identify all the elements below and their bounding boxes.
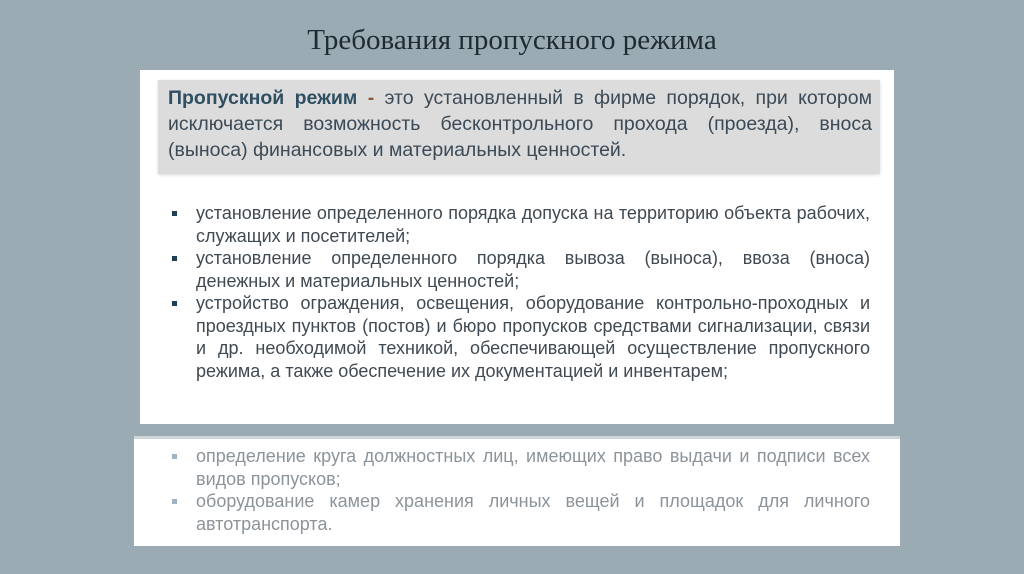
list-item-text: установление определенного порядка допуска на территорию объекта рабочих, служащих и посетителей; [196, 203, 870, 246]
list-item [170, 292, 870, 382]
definition-body: это установленный в фирме порядок, при котором исключается возможность бесконтрольного прохода (проезда), вноса (выноса) финансовых и материальных ценностей. [168, 87, 872, 161]
square-bullet-icon [172, 211, 177, 216]
continuation-card [134, 436, 900, 546]
content-card [140, 70, 894, 424]
list-item-text: оборудование камер хранения личных вещей и площадок для личного автотранспорта. [196, 491, 870, 534]
requirements-list-continued [170, 445, 870, 535]
list-item [170, 445, 870, 490]
definition-term: Пропускной режим [168, 87, 358, 109]
list-item-text: определение круга должностных лиц, имеющих право выдачи и подписи всех видов пропусков; [196, 446, 870, 489]
definition-box [158, 80, 880, 174]
list-item [170, 490, 870, 535]
slide-title: Требования пропускного режима [307, 24, 717, 56]
square-bullet-icon [172, 256, 177, 261]
square-bullet-icon [172, 454, 177, 459]
list-item-text: установление определенного порядка вывоза (выноса), ввоза (вноса) денежных и материальных ценностей; [196, 248, 870, 291]
requirements-list [170, 202, 870, 382]
definition-dash: - [357, 87, 385, 109]
list-item [170, 247, 870, 292]
list-item-text: устройство ограждения, освещения, оборудование контрольно-проходных и проездных пунктов (постов) и бюро пропусков средствами сигнализации, связи и др. необходимой техникой, обеспечивающей осуществление пропускного режима, а также обеспечение их документацией и инвентарем; [196, 293, 870, 381]
square-bullet-icon [172, 499, 177, 504]
list-item [170, 202, 870, 247]
square-bullet-icon [172, 301, 177, 306]
definition-text [158, 80, 880, 163]
